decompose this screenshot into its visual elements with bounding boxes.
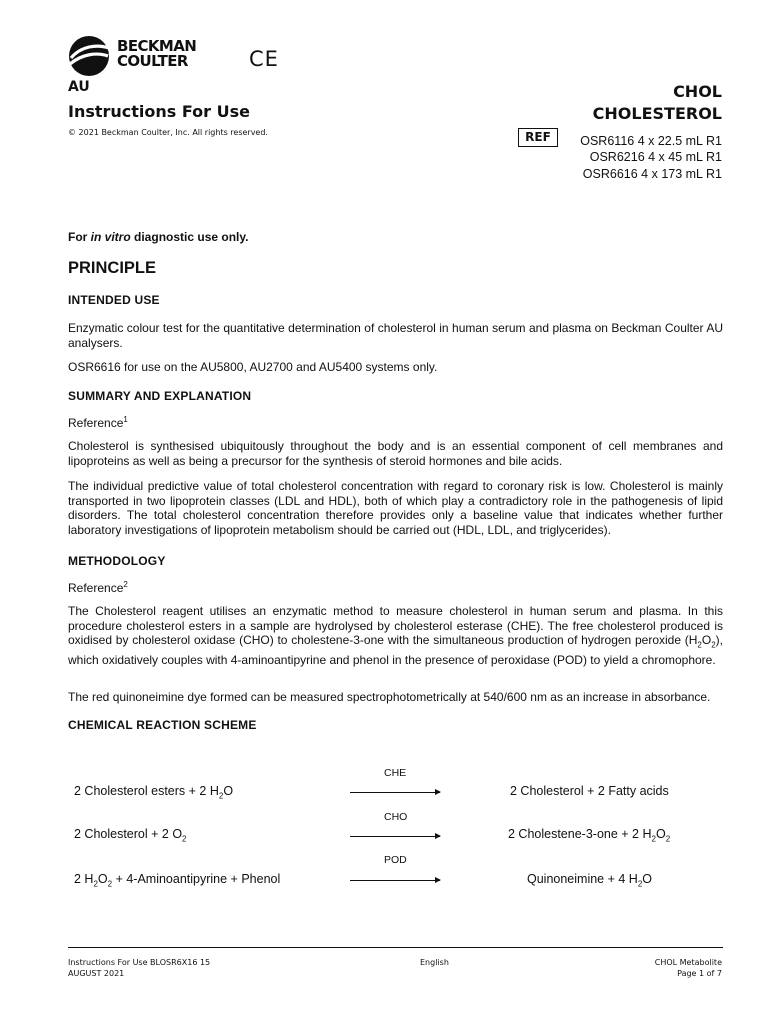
beckman-coulter-logo-icon — [67, 34, 111, 78]
footer-left: Instructions For Use BLOSR6X16 15 AUGUST 2021 — [68, 958, 211, 978]
footer-language: English — [420, 958, 449, 967]
ref-item: OSR6116 4 x 22.5 mL R1 — [580, 134, 722, 148]
enzyme-label: CHE — [384, 767, 407, 779]
summary-paragraph-2: The individual predictive value of total cholesterol concentration with regard to coronary risk is low. Cholesterol is mainly transported in two lipoprotein classes (LDL and HDL), both of which play a contradictory role in the pathogenesis of lipid disorders. The total cholesterol concentration therefore provides only a baseline value that indicates whether further laboratory investigations of lipoprotein metabolism should be carried out (HDL, LDL, and triglycerides). — [68, 479, 723, 537]
summary-paragraph-1: Cholesterol is synthesised ubiquitously throughout the body and is an essential component of cell membranes and lipoproteins as well as being a precursor for the synthesis of steroid hormones and bile acids. — [68, 439, 723, 468]
in-vitro-statement: For in vitro diagnostic use only. — [68, 230, 249, 244]
intended-use-paragraph: Enzymatic colour test for the quantitative determination of cholesterol in human serum and plasma on Beckman Coulter AU analysers. — [68, 321, 723, 350]
summary-heading: SUMMARY AND EXPLANATION — [68, 389, 252, 403]
reaction-right: 2 Cholesterol + 2 Fatty acids — [510, 784, 669, 798]
summary-reference: Reference$^1$ — [68, 415, 128, 430]
page-number: Page 1 of 7 — [677, 969, 722, 978]
enzyme-label: POD — [384, 854, 407, 866]
brand-line-2: COULTER — [117, 52, 188, 70]
beckman-coulter-logo — [67, 34, 217, 78]
reaction-right: 2 Cholestene-3-one + 2 $H_2O_2$ — [508, 827, 671, 844]
methodology-paragraph-1: The Cholesterol reagent utilises an enzymatic method to measure cholesterol in human serum and plasma. In this procedure cholesterol esters in a sample are hydrolysed by cholesterol esterase (CHE). The free cholesterol produced is oxidised by cholesterol oxidase (CHO) to cholestene-3-one with the simultaneous production of hydrogen peroxide $(H_2O_2)$, which oxidatively couples with 4-aminoantipyrine and phenol in the presence of peroxidase (POD) to yield a chromophore. — [68, 604, 723, 667]
intended-use-systems: OSR6616 for use on the AU5800, AU2700 and AU5400 systems only. — [68, 360, 438, 374]
reaction-arrow — [350, 792, 440, 793]
document-type: Instructions For Use — [68, 102, 250, 121]
brand-line-1: BECKMAN — [117, 37, 197, 55]
test-code: CHOL — [673, 82, 722, 101]
reaction-left: 2 $H_2O_2$ + 4-Aminoantipyrine + Phenol — [74, 872, 281, 889]
reaction-right: Quinoneimine + 4 $H_2O$ — [527, 872, 653, 889]
ref-item: OSR6616 4 x 173 mL R1 — [582, 166, 722, 181]
reaction-left: 2 Cholesterol + 2 $O_2$ — [74, 827, 187, 844]
ref-list — [580, 133, 722, 182]
intended-use-heading: INTENDED USE — [68, 293, 160, 307]
enzyme-label: CHO — [384, 811, 408, 823]
methodology-paragraph-2: The red quinoneimine dye formed can be measured spectrophotometrically at 540/600 nm as an increase in absorbance. — [68, 690, 711, 704]
principle-heading: PRINCIPLE — [68, 259, 157, 277]
methodology-heading: METHODOLOGY — [68, 554, 166, 568]
footer-divider — [68, 947, 723, 948]
product-family: AU — [68, 79, 90, 95]
copyright: © 2021 Beckman Coulter, Inc. All rights reserved. — [68, 128, 268, 137]
reaction-scheme-heading: CHEMICAL REACTION SCHEME — [68, 718, 257, 732]
reaction-arrow — [350, 880, 440, 881]
methodology-reference: Reference$^2$ — [68, 580, 128, 595]
test-name: CHOLESTEROL — [592, 104, 722, 123]
ref-item: OSR6216 4 x 45 mL R1 — [589, 150, 722, 165]
ref-symbol: REF — [518, 128, 558, 147]
reaction-left: 2 Cholesterol esters + 2 $H_2O$ — [74, 784, 234, 801]
reaction-arrow — [350, 836, 440, 837]
ce-mark: CE — [249, 47, 279, 71]
footer-right: CHOL Metabolite Page 1 of 7 — [654, 958, 722, 978]
